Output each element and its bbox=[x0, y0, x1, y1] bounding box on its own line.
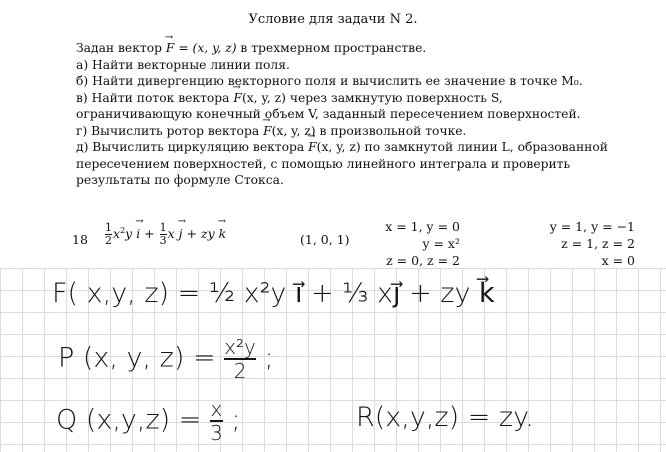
vector-f: → F bbox=[233, 90, 242, 107]
surface-2c: x = 0 bbox=[601, 253, 635, 268]
item-a: а) Найти векторные линии поля. bbox=[76, 57, 290, 72]
vector-f: → F bbox=[166, 40, 175, 57]
item-e-post: (x, y, z) по замкнутой линии L, образованной пересечением поверхностей, с помощью линейного интеграла и проверить результаты по формуле Стокса. bbox=[76, 140, 608, 187]
q-numerator: x bbox=[210, 397, 223, 421]
p-tail: ; bbox=[264, 342, 274, 374]
surface-1a: x = 1, y = 0 bbox=[385, 219, 460, 234]
task-conditions bbox=[76, 40, 616, 189]
p-numerator: x²y bbox=[224, 335, 256, 359]
surfaces-column-2 bbox=[520, 218, 635, 269]
item-d bbox=[76, 123, 616, 140]
handwritten-q-component bbox=[56, 398, 240, 444]
surface-1c: z = 0, z = 2 bbox=[386, 253, 460, 268]
frac-one-half: $\frac{1}{2}$ bbox=[105, 221, 112, 247]
surface-1b: y = x² bbox=[422, 236, 460, 251]
variant-number: 18 bbox=[72, 232, 88, 247]
vector-f: → F bbox=[308, 139, 317, 156]
item-d-pre: г) Вычислить ротор вектора bbox=[76, 123, 264, 138]
variant-row bbox=[0, 218, 666, 268]
vector-f: → F bbox=[263, 123, 272, 140]
intro-pre: Задан вектор bbox=[76, 41, 166, 55]
p-lhs: P (x, y, z) = bbox=[58, 342, 216, 374]
surface-2a: y = 1, y = −1 bbox=[549, 219, 635, 234]
point-m0: (1, 0, 1) bbox=[300, 232, 350, 247]
intro-args: = (x, y, z) bbox=[174, 41, 237, 55]
variant-formula: $\frac{1}{2}$ $x^2y \to i$ + $\frac{1}{3}$ x → j + zy → k bbox=[104, 222, 226, 247]
q-denominator: 3 bbox=[210, 421, 223, 445]
item-c-post: (x, y, z) через замкнутую поверхность S, ограничивающую конечный объем V, заданный пересечением поверхностей. bbox=[76, 90, 581, 121]
frac-one-third: $\frac{1}{3}$ bbox=[159, 221, 167, 247]
handwritten-vector-field: F( x,y, z) = ½ x²y i⃗ + ⅓ xj⃗ + zy k⃗ bbox=[52, 278, 495, 309]
item-e bbox=[76, 139, 616, 189]
item-d-post: (x, y, z) в произвольной точке. bbox=[271, 123, 467, 138]
q-fraction bbox=[210, 398, 223, 444]
surface-2b: z = 1, z = 2 bbox=[561, 236, 635, 251]
task-title: Условие для задачи N 2. bbox=[248, 12, 418, 27]
item-c-pre: в) Найти поток вектора bbox=[76, 90, 234, 105]
item-b: б) Найти дивергенцию векторного поля и вычислить ее значение в точке M₀. bbox=[76, 74, 583, 88]
p-fraction bbox=[224, 336, 256, 382]
item-e-pre: д) Вычислить циркуляцию вектора bbox=[76, 140, 309, 154]
handwritten-r-component: R(x,y,z) = zy. bbox=[356, 402, 534, 433]
handwritten-p-component bbox=[58, 336, 274, 382]
q-tail: ; bbox=[231, 404, 241, 436]
surfaces-column-1 bbox=[360, 218, 460, 269]
q-lhs: Q (x,y,z) = bbox=[56, 404, 202, 436]
item-c bbox=[76, 90, 616, 123]
p-denominator: 2 bbox=[224, 358, 256, 382]
intro-post: в трехмерном пространстве. bbox=[236, 41, 427, 55]
intro-line bbox=[76, 40, 616, 57]
